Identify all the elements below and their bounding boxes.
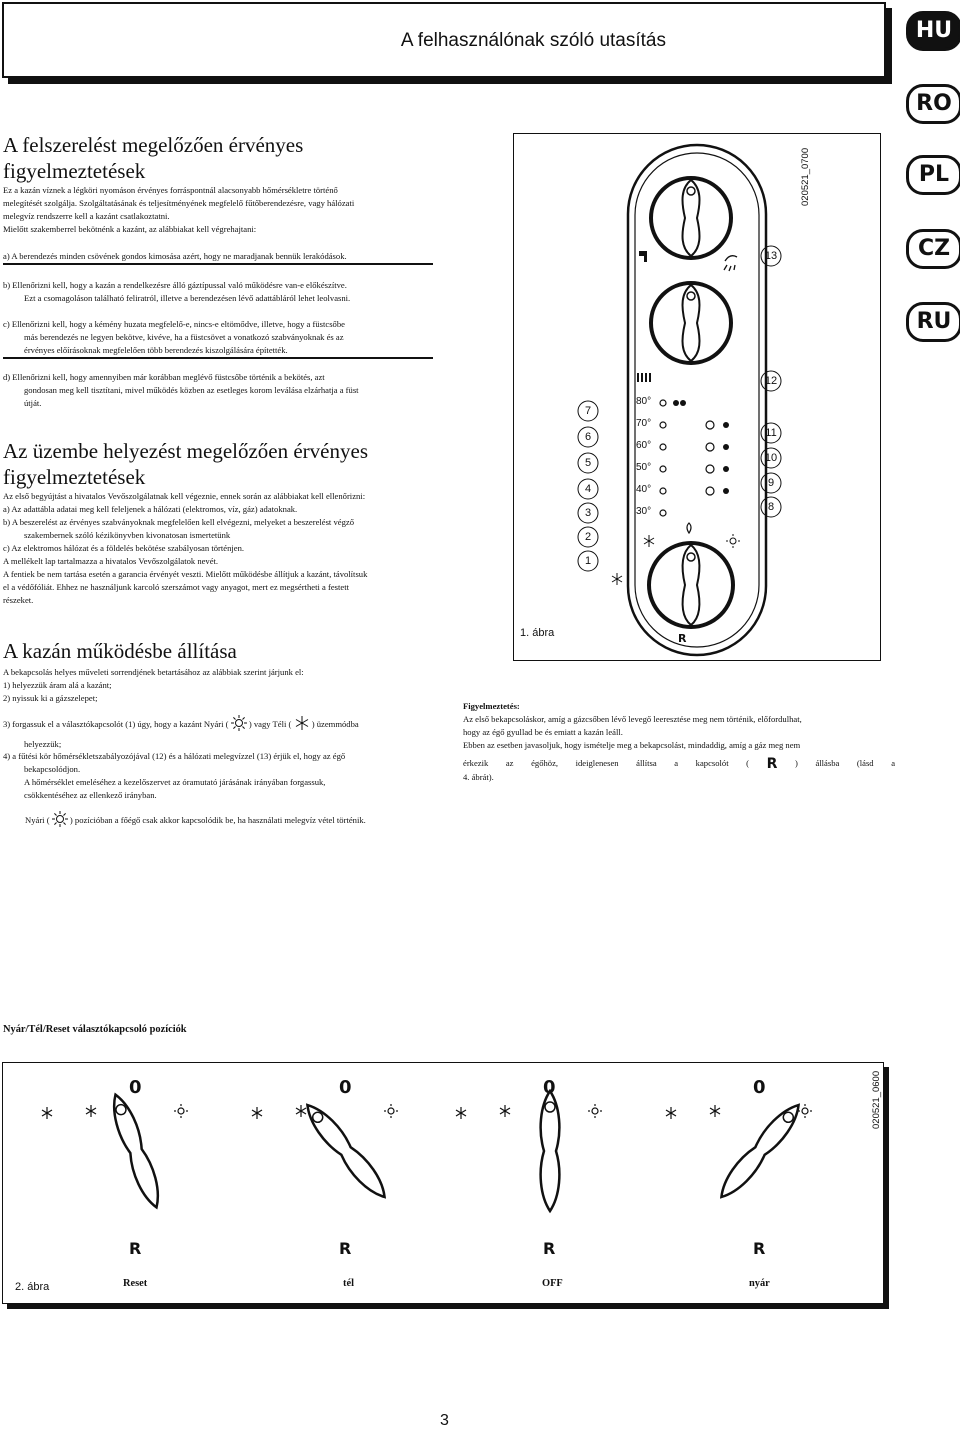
section3-step4-b: bekapcsolódjon. — [24, 764, 81, 774]
section1-item-c — [3, 318, 433, 359]
warning-line4-b: ) állásba (lásd a — [795, 758, 896, 768]
section3-step3-b: ) vagy Téli ( — [248, 719, 292, 729]
figure2 — [2, 1062, 884, 1304]
callout-6-label: 6 — [584, 431, 592, 443]
section1-item-a: a) A berendezés minden csövének gondos kimosása azért, hogy ne maradjanak bennük lerakódások. — [3, 250, 433, 265]
temp-80-label: 80° — [636, 396, 652, 407]
section1-item-c-line2: más berendezés ne legyen bekötve, kivéve, ha a füstcsövet a vonatkozó szabványoknak és az — [24, 332, 344, 342]
section2-item-c: c) Az elektromos hálózat és a földelés bekötése szabályosan történjen. — [3, 543, 245, 553]
section1-item-b-line1: b) Ellenőrizni kell, hogy a kazán a rendelkezésre álló gáztípussal való működésre van-e előkészítve. — [3, 280, 347, 290]
knob-off — [541, 1091, 560, 1211]
callout-11-label: 11 — [765, 427, 777, 439]
reset-r-icon: R — [766, 756, 778, 772]
section3-p1: A bekapcsolás helyes műveleti sorrendjének betartásához az alábbiak szerint járjunk el: — [3, 667, 304, 677]
language-badge-hu: HU — [906, 11, 960, 51]
section3-step4-a: 4) a fűtési kör hőmérsékletszabályozójával (12) és a hálózati melegvízzel (13) érjük el, hogy az égő — [3, 751, 346, 761]
page-number: 3 — [440, 1412, 449, 1429]
warning-line3: Ebben az esetben javasoljuk, hogy ismételje meg a bekapcsolást, mindaddig, amíg a gáz meg nem — [463, 740, 801, 750]
section3-step4-c: A hőmérséklet emeléséhez a kezelőszervet az óramutató járásának irányában forgassuk, — [24, 777, 326, 787]
knob-1 — [649, 543, 733, 627]
section3-note-b: ) pozícióban a főégő csak akkor kapcsolódik be, ha használati melegvíz vétel történik. — [69, 815, 366, 825]
warning-box — [463, 700, 895, 784]
callout-13-label: 13 — [764, 250, 778, 262]
figure2-code: 020521_0600 — [871, 1070, 882, 1129]
knob-reset-zero-mark: 0 — [129, 1077, 142, 1098]
knob-off-r-mark: R — [543, 1239, 556, 1258]
position-summer-label: nyár — [749, 1278, 770, 1289]
sun-icon-fig1 — [726, 534, 740, 548]
position-symbols — [42, 1104, 812, 1119]
position-winter-label: tél — [343, 1278, 354, 1289]
status-icons — [673, 400, 729, 494]
figure1 — [513, 133, 881, 661]
temp-30-label: 30° — [636, 506, 652, 517]
radiator-icon — [637, 373, 651, 382]
led-column-left — [660, 400, 666, 516]
temp-50-label: 50° — [636, 462, 652, 473]
knob-13 — [651, 178, 731, 258]
language-badge-cz: CZ — [906, 229, 960, 269]
figure2-drawing — [3, 1063, 883, 1303]
section1-item-c-line1: c) Ellenőrizni kell, hogy a kémény huzata megfelelő-e, nincs-e eltömődve, illetve, hogy a füstcsőbe — [3, 319, 345, 329]
reset-r-icon: R — [678, 632, 687, 645]
section1-item-d-line3: útját. — [24, 398, 42, 408]
figure1-code: 020521_0700 — [800, 147, 811, 206]
position-reset-label: Reset — [123, 1278, 148, 1289]
knob-off-zero-mark: 0 — [543, 1077, 556, 1098]
section2-item-b-line1: b) A beszerelést az érvényes szabványoknak megfelelően kell elvégezni, melyeket a beszerelést végző — [3, 517, 354, 527]
section1-item-d — [3, 371, 443, 410]
section1-item-b-line2: Ezt a csomagoláson található feliratról, illetve a berendezésen lévő adattábláról lehet leolvasni. — [24, 293, 351, 303]
section2-p5: részeket. — [3, 595, 34, 605]
section2-p3: A fentiek be nem tartása esetén a garancia érvényét veszti. Mielőtt működésbe állítjuk a kazánt, távolítsuk — [3, 569, 368, 579]
section1-title-line1: A felszerelést megelőzően érvényes — [3, 133, 304, 157]
knob-summer-zero-mark: 0 — [753, 1077, 766, 1098]
knob-winter — [300, 1099, 391, 1203]
section3-step1: 1) helyezzük áram alá a kazánt; — [3, 680, 112, 690]
temp-40-label: 40° — [636, 484, 652, 495]
language-badge-pl: PL — [906, 155, 960, 195]
section2-title-line1: Az üzembe helyezést megelőzően érvényes — [3, 439, 368, 463]
section1-heading — [3, 132, 303, 184]
warning-line4 — [463, 757, 895, 771]
callout-3-label: 3 — [584, 507, 592, 519]
section1-p2: melegítését szolgálja. Szolgáltatásának és teljesítményének megfelelő fűtőberendezésre, vagy hálózati — [3, 198, 355, 208]
warning-title: Figyelmeztetés: — [463, 701, 520, 711]
section3-step2: 2) nyissuk ki a gázszelepet; — [3, 693, 98, 703]
section2-p2: A mellékelt lap tartalmazza a hivatalos Vevőszolgálatok nevét. — [3, 556, 219, 566]
knob-winter-r-mark: R — [339, 1239, 352, 1258]
section3-step4 — [3, 750, 448, 802]
temp-60-label: 60° — [636, 440, 652, 451]
section1-item-c-line3: érvényes előírásoknak megfelelően több berendezés kiszolgálására építették. — [24, 345, 288, 355]
section3-step3-a: 3) forgassuk el a választókapcsolót (1) úgy, hogy a kazánt Nyári ( — [3, 719, 229, 729]
figure2-caption: Nyár/Tél/Reset választókapcsoló pozíciók — [3, 1024, 187, 1035]
position-off-label: OFF — [542, 1278, 563, 1289]
warning-line5: 4. ábrát). — [463, 772, 494, 782]
section3-steps — [3, 666, 448, 705]
section3-title: A kazán működésbe állítása — [3, 639, 237, 663]
section2-heading — [3, 438, 368, 490]
led-column-right — [706, 421, 714, 495]
snowflake-icon-fig1-outer — [612, 573, 622, 585]
callout-4-label: 4 — [584, 483, 592, 495]
callout-12-label: 12 — [764, 375, 778, 387]
language-badge-ru: RU — [906, 302, 960, 342]
callout-7-label: 7 — [584, 405, 592, 417]
knob-summer — [714, 1099, 805, 1203]
language-badge-ro: RO — [906, 84, 960, 124]
callout-1-label: 1 — [584, 555, 592, 567]
section1-p4: Mielőtt szakemberrel bekötnénk a kazánt, az alábbiakat kell végrehajtani: — [3, 224, 257, 234]
section2-p1: Az első begyújtást a hivatalos Vevőszolgálatnak kell végeznie, ennek során az alábbiakat kell ellenőrizni: — [3, 491, 366, 501]
section2-body — [3, 490, 448, 607]
callout-5-label: 5 — [584, 457, 592, 469]
knob-winter-zero-mark: 0 — [339, 1077, 352, 1098]
section2-item-b-line2: szakembernek szóló kézikönyvben kivonatosan ismertetünk — [24, 530, 231, 540]
section2-item-a: a) Az adattábla adatai meg kell feleljenek a hálózati (elektromos, víz, gáz) adatoknak. — [3, 504, 298, 514]
section1-p3: melegvíz rendszerre kell a kazánt csatlakoztatni. — [3, 211, 170, 221]
section3-step4-d: csökkentéséhez az ellenkező irányban. — [24, 790, 157, 800]
section3-heading — [3, 638, 237, 664]
winter-snowflake-icon — [294, 715, 310, 731]
callout-8-label: 8 — [767, 501, 775, 513]
warning-line1: Az első bekapcsoláskor, amíg a gázcsőben lévő levegő leeresztése meg nem történik, előfordulhat, — [463, 714, 802, 724]
knob-reset — [107, 1091, 166, 1210]
section1-item-d-line1: d) Ellenőrizni kell, hogy amennyiben már korábban meglévő füstcsőbe történik a bekötés, azt — [3, 372, 325, 382]
flame-icon — [687, 523, 691, 533]
section2-p4: el a védőfóliát. Ehhez ne használjunk karcoló szerszámot vagy anyagot, mert ez megsértheti a festett — [3, 582, 349, 592]
tap-icon — [639, 251, 647, 262]
section3-note — [25, 811, 455, 827]
section2-title-line2: figyelmeztetések — [3, 465, 146, 489]
summer-sun-icon — [231, 715, 247, 731]
figure2-label: 2. ábra — [15, 1281, 50, 1293]
snowflake-icon-fig1 — [644, 535, 654, 547]
section1-item-d-line2: gondosan meg kell tisztítani, mivel működés közben az esetleges korom leválása elzárhatja a füst — [24, 385, 359, 395]
section3-note-a: Nyári ( — [25, 815, 50, 825]
figure1-label: 1. ábra — [520, 627, 555, 639]
section1-p1: Ez a kazán víznek a légköri nyomáson érvényes forráspontnál alacsonyabb hőmérsékletre történő — [3, 185, 338, 195]
section1-title-line2: figyelmeztetések — [3, 159, 146, 183]
warning-line4-a: érkezik az égőhöz, ideiglenesen állítsa a kapcsolót ( — [463, 758, 750, 768]
callout-9-label: 9 — [767, 477, 775, 489]
summer-sun-icon — [52, 811, 68, 827]
page-title: A felhasználónak szóló utasítás — [400, 30, 666, 51]
knob-reset-r-mark: R — [129, 1239, 142, 1258]
temp-70-label: 70° — [636, 418, 652, 429]
shower-icon — [724, 256, 737, 271]
section3-step3-d: helyezzük; — [24, 739, 62, 749]
section3-step3 — [3, 715, 448, 751]
figure1-drawing — [513, 133, 881, 661]
section3-step3-c: ) üzemmódba — [311, 719, 359, 729]
warning-line2: hogy az égő gyullad be és emiatt a kazán leáll. — [463, 727, 623, 737]
callout-2-label: 2 — [584, 531, 592, 543]
section1-item-b — [3, 279, 443, 305]
knob-12 — [651, 283, 731, 363]
section1-intro — [3, 184, 443, 236]
knob-summer-r-mark: R — [753, 1239, 766, 1258]
callout-10-label: 10 — [764, 452, 778, 464]
